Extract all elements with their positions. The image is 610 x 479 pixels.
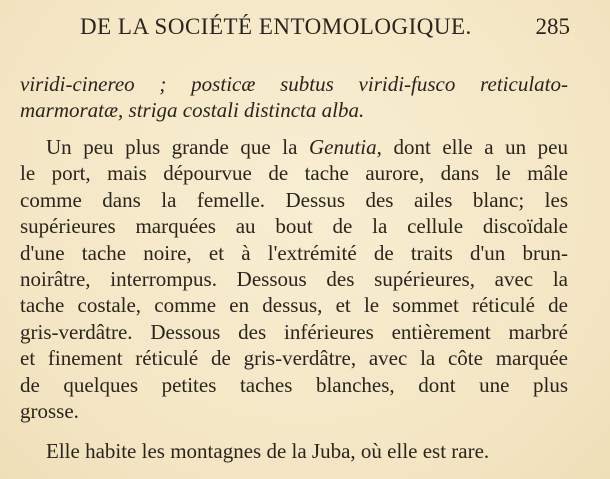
closing-paragraph bbox=[20, 438, 568, 464]
paragraph-line: tache costale, comme en dessus, et le sommet réticulé de bbox=[20, 293, 568, 318]
description-paragraph bbox=[20, 134, 568, 424]
paragraph-line: grosse. bbox=[20, 398, 79, 423]
paragraph-line: et finement réticulé de gris-verdâtre, avec la côte marquée bbox=[20, 346, 568, 371]
latin-diagnosis bbox=[20, 71, 568, 124]
running-header bbox=[80, 14, 570, 40]
paragraph-line bbox=[20, 134, 568, 160]
paragraph-line: supérieures marquées au bout de la cellule discoïdale bbox=[20, 214, 568, 239]
paragraph-line: comme dans la femelle. Dessus des ailes blanc; les bbox=[20, 187, 568, 212]
paragraph-line: le port, mais dépourvue de tache aurore, dans le mâle bbox=[20, 161, 568, 186]
page-number: 285 bbox=[535, 14, 570, 39]
paragraph-line: d'une tache noire, et à l'extrémité de traits d'un brun- bbox=[20, 240, 568, 265]
text-run: Un peu plus grande que la bbox=[46, 135, 309, 159]
latin-line: marmoratæ, striga costali distincta alba. bbox=[20, 98, 365, 123]
closing-line: Elle habite les montagnes de la Juba, où elle est rare. bbox=[46, 439, 490, 463]
genus-name: Genutia bbox=[308, 135, 377, 159]
running-title: DE LA SOCIÉTÉ ENTOMOLOGIQUE. bbox=[80, 14, 472, 39]
text-run: , dont elle a un peu bbox=[376, 135, 568, 159]
paragraph-line: de quelques petites taches blanches, dont une plus bbox=[20, 372, 568, 397]
latin-line: viridi-cinereo ; posticæ subtus viridi-fusco reticulato- bbox=[20, 72, 568, 96]
paragraph-line: gris-verdâtre. Dessous des inférieures entièrement marbré bbox=[20, 319, 568, 344]
paragraph-line: noirâtre, interrompus. Dessous des supérieures, avec la bbox=[20, 266, 568, 291]
